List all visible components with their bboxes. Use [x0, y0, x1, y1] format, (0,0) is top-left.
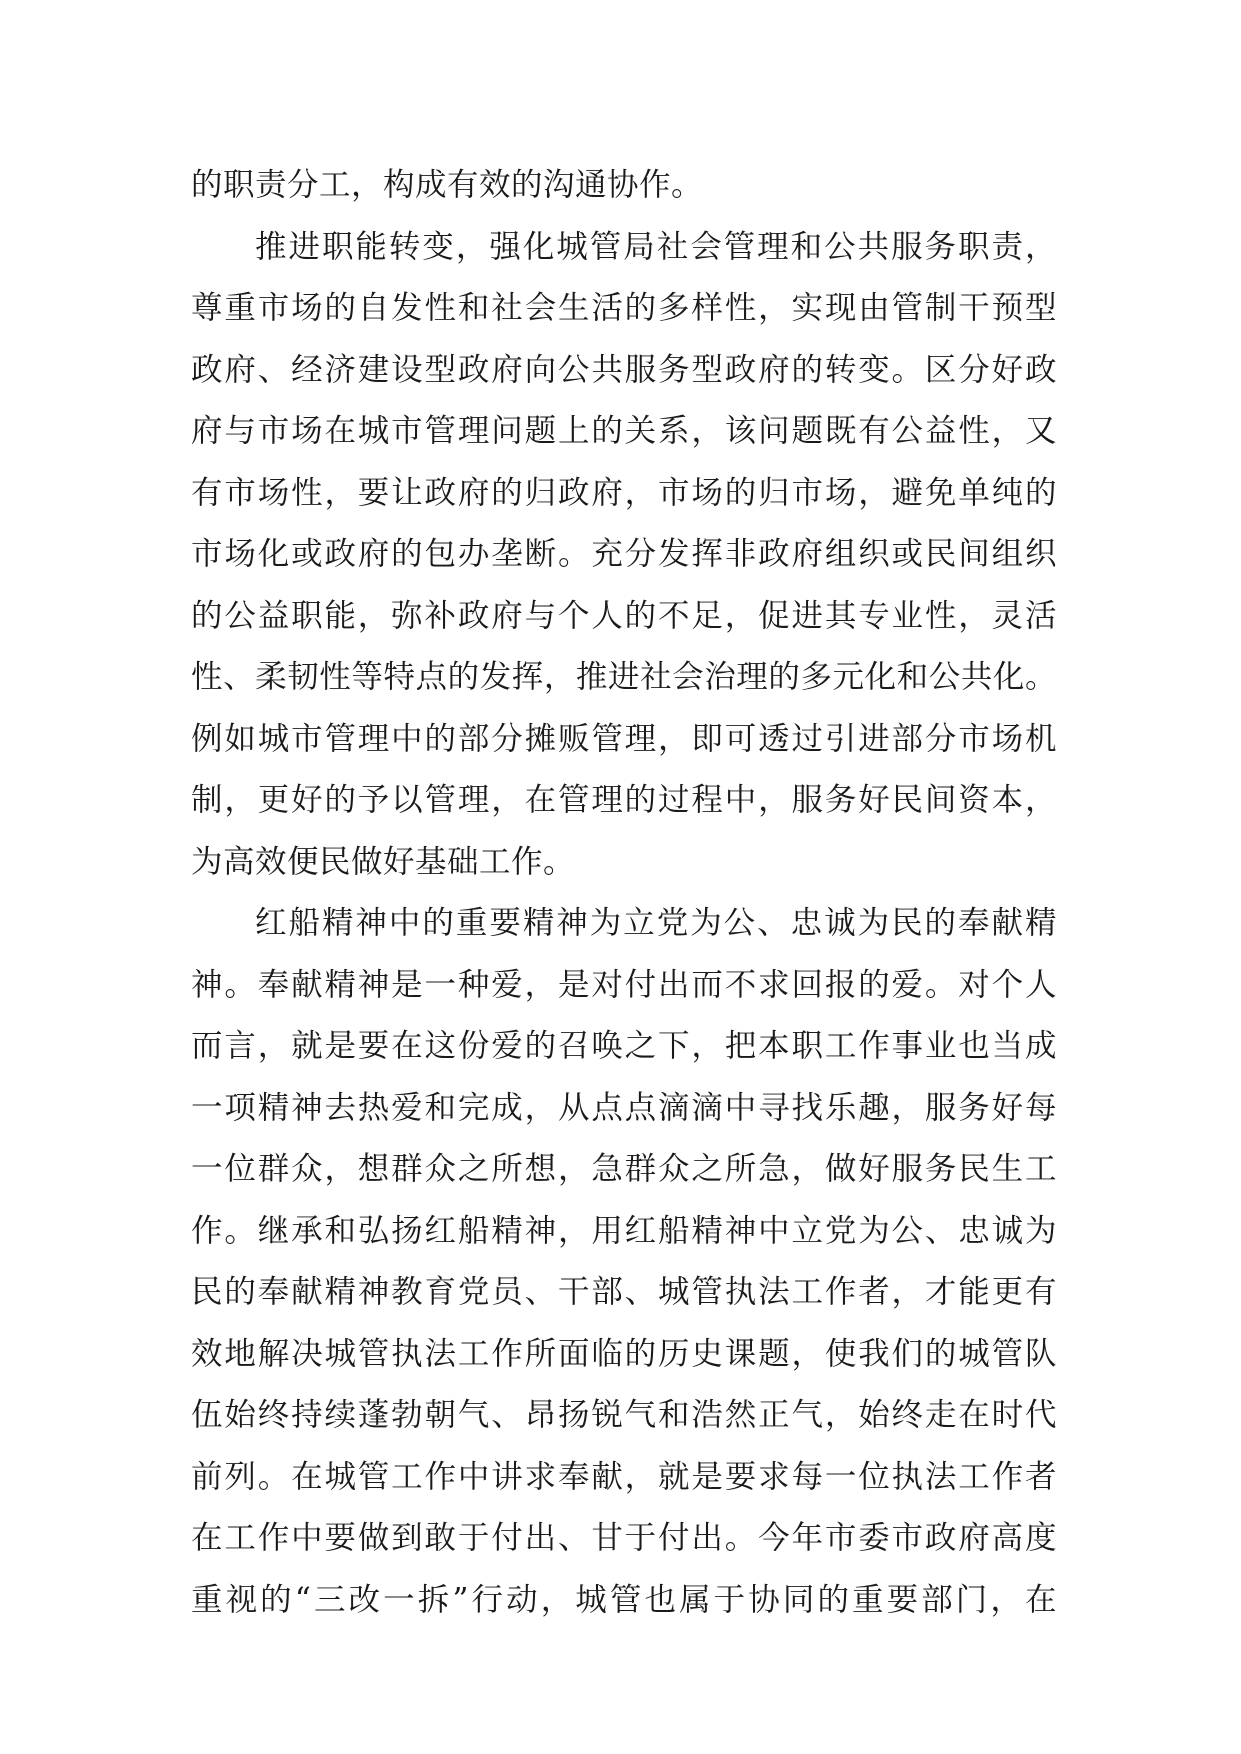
text-line: 一位群众，想群众之所想，急群众之所急，做好服务民生工: [191, 1151, 1057, 1187]
text-line: 重视的“三改一拆”行动，城管也属于协同的重要部门，在: [191, 1581, 1057, 1618]
text-line: 例如城市管理中的部分摊贩管理，即可透过引进部分市场机: [191, 720, 1057, 757]
text-line: 为高效便民做好基础工作。: [191, 843, 576, 880]
text-line: 市场化或政府的包办垄断。充分发挥非政府组织或民间组织: [191, 536, 1057, 572]
text-line: 一项精神去热爱和完成，从点点滴滴中寻找乐趣，服务好每: [191, 1089, 1057, 1126]
text-line: 的公益职能，弥补政府与个人的不足，促进其专业性，灵活: [191, 597, 1057, 634]
paragraph-start-line: 红船精神中的重要精神为立党为公、忠诚为民的奉献精: [255, 905, 1057, 941]
text-line: 的职责分工，构成有效的沟通协作。: [191, 167, 704, 203]
text-line: 性、柔韧性等特点的发挥，推进社会治理的多元化和公共化。: [191, 659, 1057, 695]
paragraph-start-line: 推进职能转变，强化城管局社会管理和公共服务职责，: [255, 228, 1057, 265]
text-line: 神。奉献精神是一种爱，是对付出而不求回报的爱。对个人: [191, 966, 1057, 1003]
text-line: 府与市场在城市管理问题上的关系，该问题既有公益性，又: [191, 413, 1057, 449]
text-line: 而言，就是要在这份爱的召唤之下，把本职工作事业也当成: [191, 1028, 1057, 1064]
text-line: 前列。在城管工作中讲求奉献，就是要求每一位执法工作者: [191, 1458, 1057, 1495]
text-line: 作。继承和弘扬红船精神，用红船精神中立党为公、忠诚为: [191, 1212, 1057, 1249]
text-line: 在工作中要做到敢于付出、甘于付出。今年市委市政府高度: [191, 1520, 1057, 1556]
text-line: 尊重市场的自发性和社会生活的多样性，实现由管制干预型: [191, 290, 1057, 326]
text-line: 制，更好的予以管理，在管理的过程中，服务好民间资本，: [191, 782, 1057, 818]
body-text: [191, 155, 1057, 1631]
text-line: 伍始终持续蓬勃朝气、昂扬锐气和浩然正气，始终走在时代: [191, 1397, 1057, 1433]
text-line: 民的奉献精神教育党员、干部、城管执法工作者，才能更有: [191, 1274, 1057, 1310]
text-line: 政府、经济建设型政府向公共服务型政府的转变。区分好政: [191, 351, 1057, 388]
text-line: 效地解决城管执法工作所面临的历史课题，使我们的城管队: [191, 1335, 1057, 1372]
text-line: 有市场性，要让政府的归政府，市场的归市场，避免单纯的: [191, 474, 1057, 511]
